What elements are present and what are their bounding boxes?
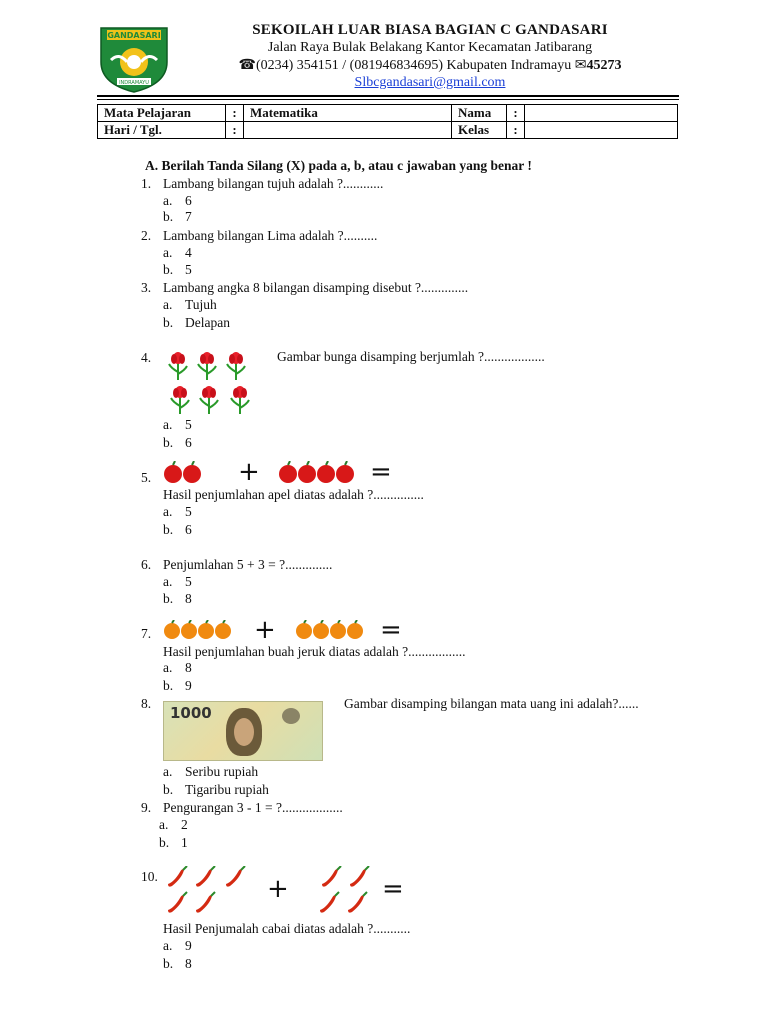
option-b[interactable]: 7 — [185, 209, 192, 224]
chili-icon — [168, 892, 187, 913]
option-b[interactable]: 6 — [185, 522, 192, 537]
question-number: 10. — [141, 869, 158, 884]
orange-icon — [198, 620, 214, 639]
question-text: Penjumlahan 5 + 3 = ?.............. — [163, 557, 333, 572]
header-divider-thin — [97, 99, 679, 100]
question-number: 5. — [141, 470, 152, 485]
question-text: Pengurangan 3 - 1 = ?.................. — [163, 800, 343, 815]
question-number: 3. — [141, 280, 152, 295]
orange-icon — [215, 620, 231, 639]
option-b[interactable]: 9 — [185, 678, 192, 693]
flower-icon — [198, 352, 216, 380]
apple-icon — [183, 461, 201, 483]
option-label: a. — [163, 504, 173, 519]
apple-icon — [336, 461, 354, 483]
flower-icon — [200, 386, 218, 414]
chili-icon — [168, 866, 187, 887]
flower-icon — [231, 386, 249, 414]
option-label: b. — [163, 678, 174, 693]
orange-icon — [330, 620, 346, 639]
option-label: a. — [163, 574, 173, 589]
chilies-group-5 — [164, 866, 254, 916]
option-a[interactable]: 2 — [181, 817, 188, 832]
colon: : — [226, 122, 244, 139]
student-info-table — [97, 104, 678, 139]
option-b[interactable]: 5 — [185, 262, 192, 277]
option-label: a. — [163, 245, 173, 260]
colon: : — [226, 105, 244, 122]
question-number: 7. — [141, 626, 152, 641]
option-b[interactable]: 8 — [185, 591, 192, 606]
apples-group-2 — [163, 461, 205, 485]
option-label: a. — [163, 938, 173, 953]
chili-icon — [226, 866, 245, 887]
equals-sign: = — [370, 457, 392, 487]
day-field[interactable] — [244, 122, 452, 139]
school-phone-line — [180, 57, 680, 74]
school-name: SEKOILAH LUAR BIASA BAGIAN C GANDASARI — [252, 22, 608, 38]
option-label: b. — [163, 591, 174, 606]
question-text: Lambang bilangan Lima adalah ?.......... — [163, 228, 378, 243]
chilies-group-4 — [316, 866, 376, 916]
class-field[interactable] — [525, 122, 678, 139]
option-label: a. — [163, 297, 173, 312]
question-number: 9. — [141, 800, 152, 815]
option-b[interactable]: 6 — [185, 435, 192, 450]
oranges-group-4 — [295, 620, 367, 640]
portrait-face — [234, 718, 254, 746]
subject-value: Matematika — [244, 105, 452, 122]
option-a[interactable]: 5 — [185, 574, 192, 589]
emblem-icon — [282, 708, 300, 724]
plus-sign: + — [267, 874, 289, 904]
question-text: Gambar disamping bilangan mata uang ini adalah?...... — [344, 696, 639, 711]
banknote-denomination: 1000 — [170, 704, 212, 722]
apple-icon — [317, 461, 335, 483]
option-b[interactable]: 8 — [185, 956, 192, 971]
question-text: Hasil penjumlahan apel diatas adalah ?............... — [163, 487, 424, 502]
option-a[interactable]: 6 — [185, 193, 192, 208]
option-label: a. — [163, 193, 173, 208]
flower-icon — [171, 386, 189, 414]
header-divider-thick — [97, 95, 679, 97]
option-a[interactable]: 4 — [185, 245, 192, 260]
subject-label: Mata Pelajaran — [98, 105, 226, 122]
option-a[interactable]: 9 — [185, 938, 192, 953]
colon: : — [507, 122, 525, 139]
flowers-image — [165, 350, 257, 416]
school-address: Jalan Raya Bulak Belakang Kantor Kecamatan Jatibarang — [267, 40, 593, 55]
postal-code: 45273 — [586, 58, 622, 73]
chili-icon — [196, 866, 215, 887]
phone-text: ☎(0234) 354151 / (081946834695) Kabupaten Indramayu ✉ — [238, 58, 587, 73]
option-b[interactable]: Delapan — [185, 315, 230, 330]
question-number: 4. — [141, 350, 152, 365]
oranges-group-4 — [163, 620, 235, 640]
option-label: a. — [163, 764, 173, 779]
equals-sign: = — [382, 874, 404, 904]
option-label: a. — [159, 817, 169, 832]
question-text: Gambar bunga disamping berjumlah ?.................. — [277, 349, 545, 364]
orange-icon — [181, 620, 197, 639]
option-label: b. — [163, 209, 174, 224]
apple-icon — [279, 461, 297, 483]
option-a[interactable]: Seribu rupiah — [185, 764, 259, 779]
flower-icon — [169, 352, 187, 380]
chili-icon — [348, 892, 367, 913]
question-text: Hasil Penjumalah cabai diatas adalah ?........... — [163, 921, 411, 936]
apples-group-4 — [278, 461, 360, 485]
option-b[interactable]: Tigaribu rupiah — [185, 782, 269, 797]
chili-icon — [196, 892, 215, 913]
name-label: Nama — [452, 105, 507, 122]
option-a[interactable]: 5 — [185, 504, 192, 519]
name-field[interactable] — [525, 105, 678, 122]
school-email[interactable]: Slbcgandasari@gmail.com — [354, 75, 506, 90]
logo-bottom-text: INDRAMAYU — [119, 80, 149, 86]
apple-icon — [164, 461, 182, 483]
question-number: 6. — [141, 557, 152, 572]
orange-icon — [313, 620, 329, 639]
option-a[interactable]: 5 — [185, 417, 192, 432]
option-label: b. — [163, 262, 174, 277]
option-label: b. — [163, 435, 174, 450]
question-text: Lambang bilangan tujuh adalah ?............ — [163, 176, 384, 191]
option-label: b. — [163, 315, 174, 330]
colon: : — [507, 105, 525, 122]
option-label: b. — [163, 956, 174, 971]
chili-icon — [320, 892, 339, 913]
plus-sign: + — [254, 615, 276, 645]
option-a[interactable]: 8 — [185, 660, 192, 675]
option-label: b. — [159, 835, 170, 850]
option-a[interactable]: Tujuh — [185, 297, 217, 312]
class-label: Kelas — [452, 122, 507, 139]
question-number: 8. — [141, 696, 152, 711]
question-number: 2. — [141, 228, 152, 243]
option-label: b. — [163, 782, 174, 797]
apple-icon — [298, 461, 316, 483]
equals-sign: = — [380, 615, 402, 645]
question-text: Hasil penjumlahan buah jeruk diatas adalah ?................. — [163, 644, 466, 659]
school-logo — [97, 22, 171, 94]
question-text: Lambang angka 8 bilangan disamping disebut ?.............. — [163, 280, 469, 295]
orange-icon — [164, 620, 180, 639]
orange-icon — [296, 620, 312, 639]
banknote-image — [163, 701, 323, 761]
logo-text: GANDASARI — [107, 31, 161, 40]
plus-sign: + — [238, 457, 260, 487]
day-label: Hari / Tgl. — [98, 122, 226, 139]
section-title: A. Berilah Tanda Silang (X) pada a, b, atau c jawaban yang benar ! — [145, 158, 532, 173]
chili-icon — [350, 866, 369, 887]
option-b[interactable]: 1 — [181, 835, 188, 850]
orange-icon — [347, 620, 363, 639]
chili-icon — [322, 866, 341, 887]
option-label: b. — [163, 522, 174, 537]
question-number: 1. — [141, 176, 152, 191]
flower-icon — [227, 352, 245, 380]
option-label: a. — [163, 417, 173, 432]
option-label: a. — [163, 660, 173, 675]
